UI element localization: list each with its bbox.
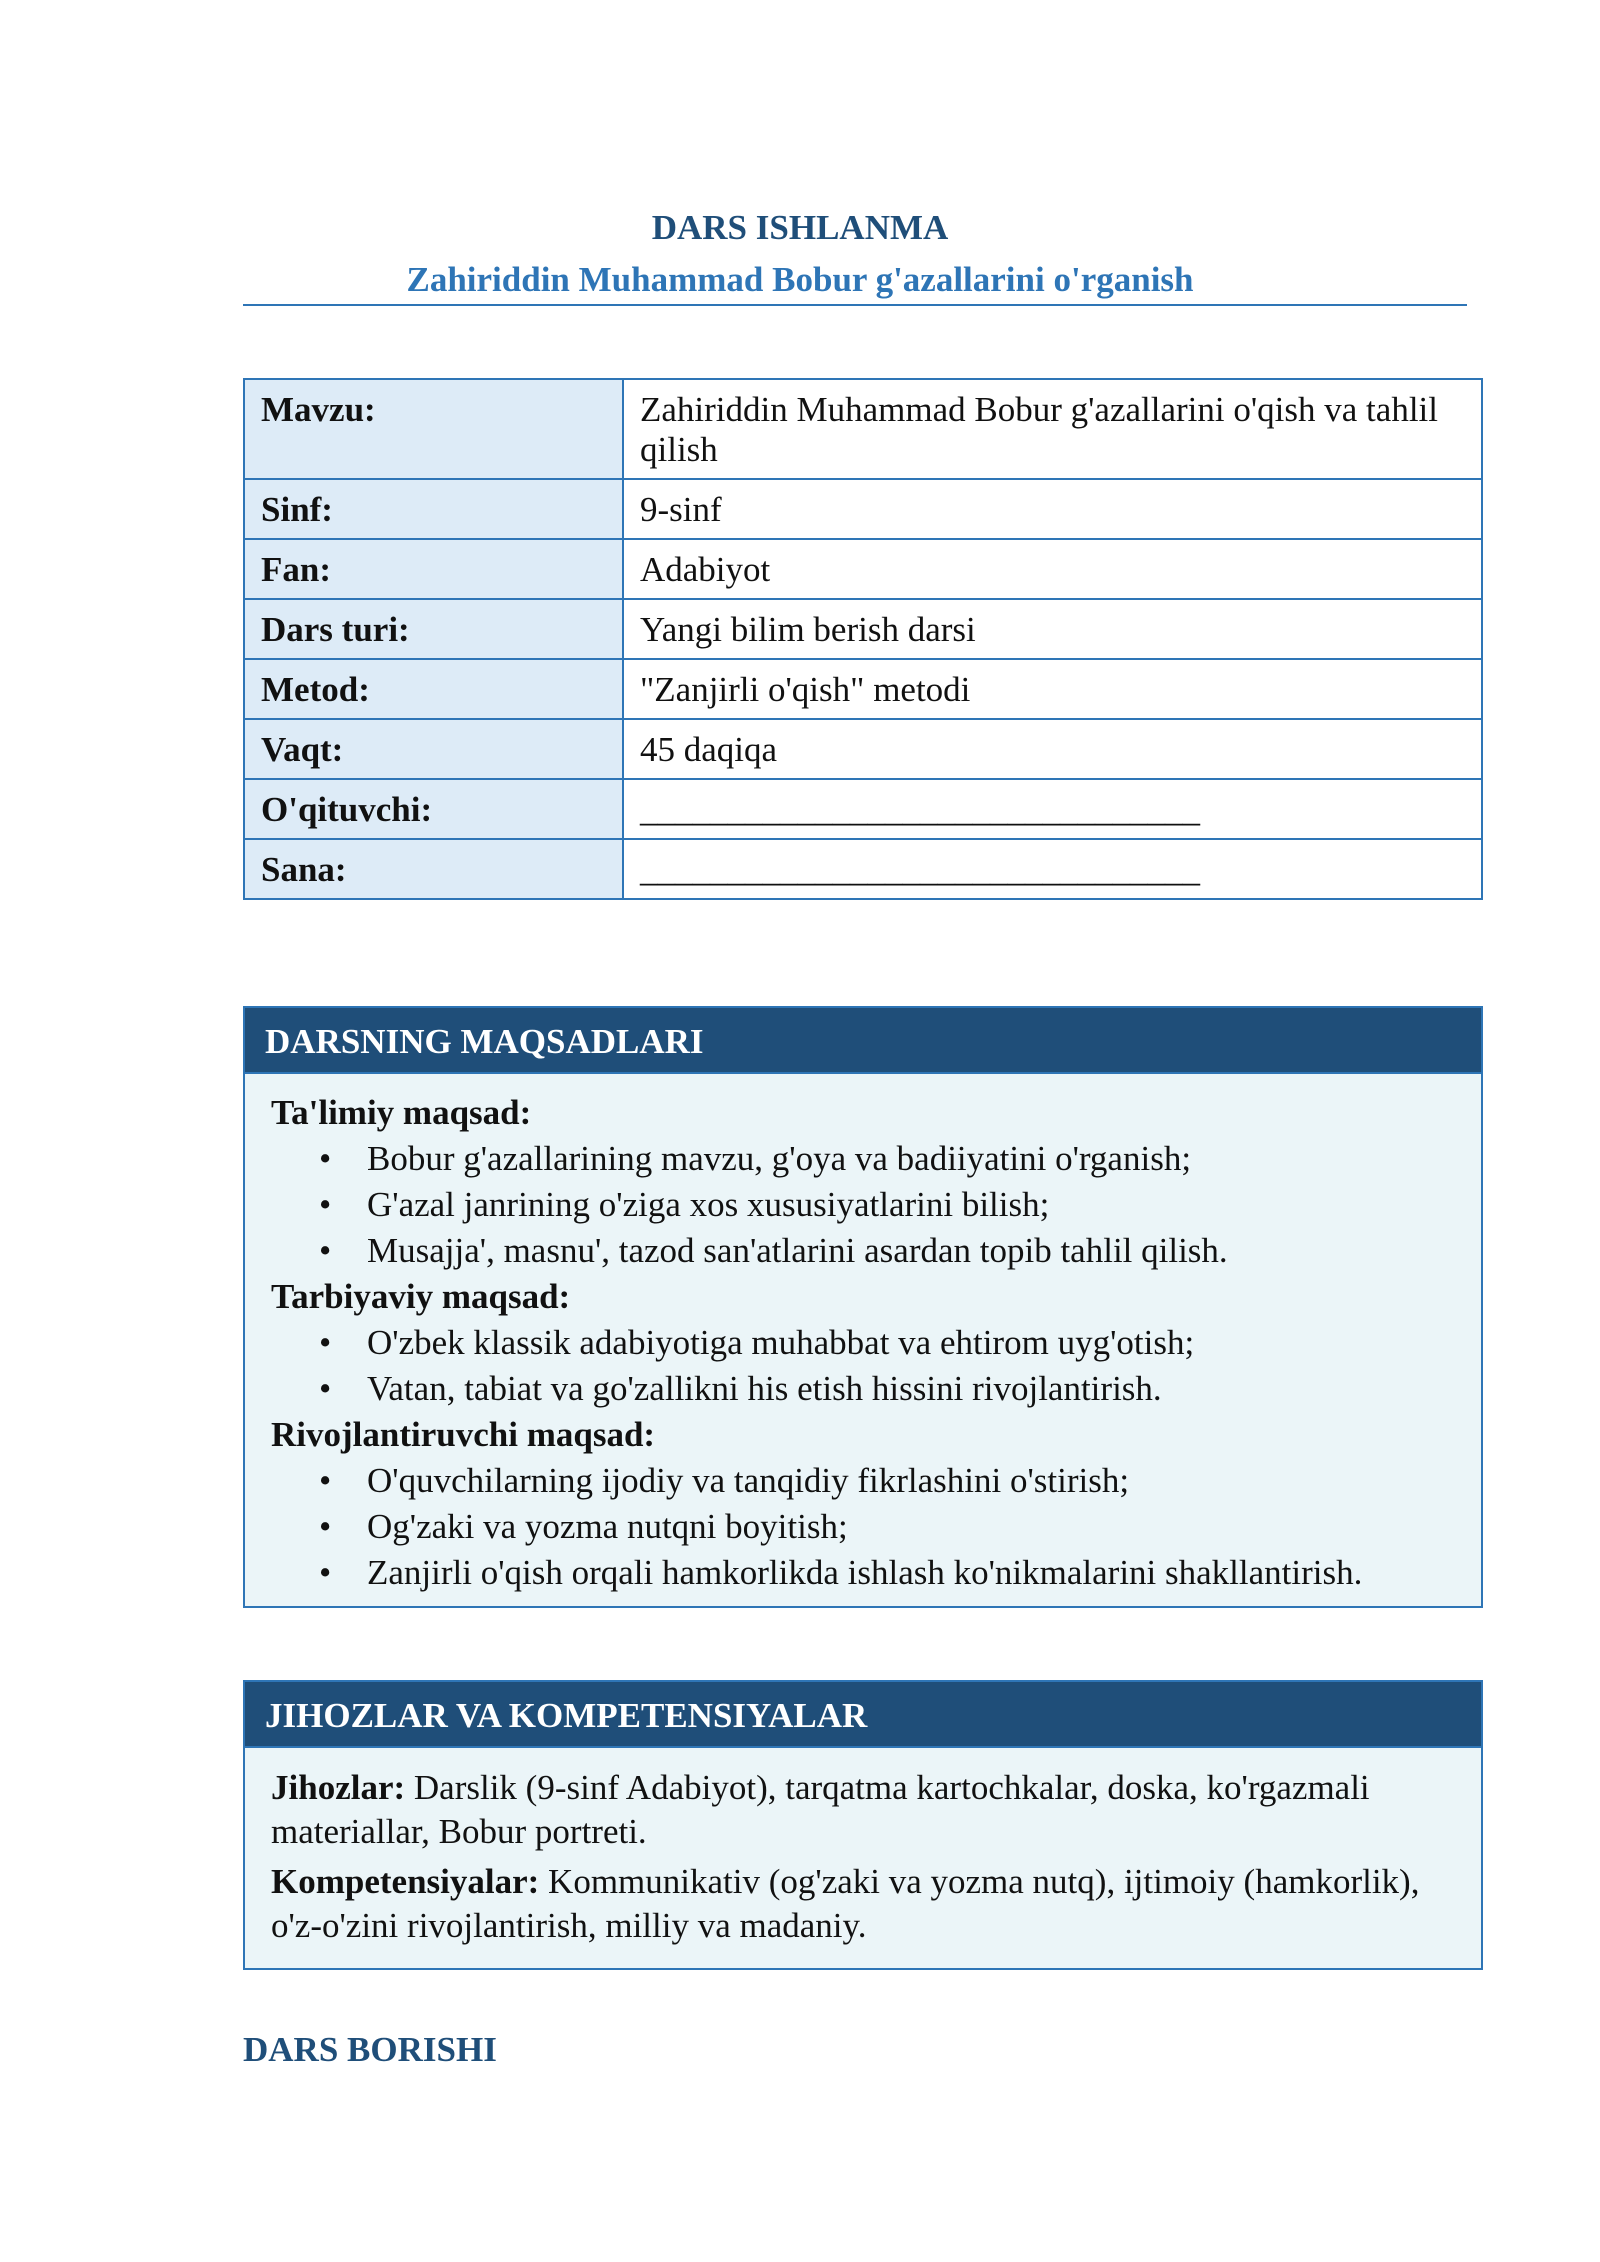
lesson-flow-heading: DARS BORISHI xyxy=(243,2030,497,2069)
document-title: DARS ISHLANMA xyxy=(651,208,949,247)
equipment-paragraph xyxy=(271,1766,1455,1854)
info-row xyxy=(244,719,1482,779)
info-row xyxy=(244,659,1482,719)
goal-list-item: • Vatan, tabiat va go'zallikni his etish hissini rivojlantirish. xyxy=(367,1366,1455,1412)
info-row xyxy=(244,779,1482,839)
info-label: Fan: xyxy=(244,539,623,599)
competencies-text: Kommunikativ (og'zaki va yozma nutq), ijtimoiy (hamkorlik), o'z-o'zini rivojlantirish, milliy va madaniy. xyxy=(271,1862,1420,1945)
info-value: 45 daqiqa xyxy=(623,719,1482,779)
competencies-paragraph xyxy=(271,1860,1455,1948)
info-value: ________________________________ xyxy=(623,839,1482,899)
goal-list xyxy=(271,1320,1455,1412)
goal-heading: Ta'limiy maqsad: xyxy=(271,1093,532,1132)
info-label: Vaqt: xyxy=(244,719,623,779)
info-label: Mavzu: xyxy=(244,379,623,479)
competencies-label: Kompetensiyalar: xyxy=(271,1862,540,1901)
goals-section-body xyxy=(245,1074,1481,1606)
equipment-section-header: JIHOZLAR VA KOMPETENSIYALAR xyxy=(245,1682,1481,1748)
info-row xyxy=(244,599,1482,659)
info-label: Sana: xyxy=(244,839,623,899)
info-label: Metod: xyxy=(244,659,623,719)
info-value: ________________________________ xyxy=(623,779,1482,839)
equipment-text: Darslik (9-sinf Adabiyot), tarqatma kartochkalar, doska, ko'rgazmali materiallar, Bobur portreti. xyxy=(271,1768,1370,1851)
goal-list-item: • O'zbek klassik adabiyotiga muhabbat va ehtirom uyg'otish; xyxy=(367,1320,1455,1366)
goal-list-item: • G'azal janrining o'ziga xos xususiyatlarini bilish; xyxy=(367,1182,1455,1228)
info-value: Zahiriddin Muhammad Bobur g'azallarini o'qish va tahlil qilish xyxy=(623,379,1482,479)
info-row xyxy=(244,839,1482,899)
goal-list xyxy=(271,1458,1455,1596)
equipment-section-body xyxy=(245,1748,1481,1968)
info-row xyxy=(244,539,1482,599)
document-subtitle: Zahiriddin Muhammad Bobur g'azallarini o'rganish xyxy=(406,260,1194,299)
equipment-section xyxy=(243,1680,1483,1970)
goals-section xyxy=(243,1006,1483,1608)
info-label: O'qituvchi: xyxy=(244,779,623,839)
info-label: Sinf: xyxy=(244,479,623,539)
goals-section-header: DARSNING MAQSADLARI xyxy=(245,1008,1481,1074)
goal-list-item: • O'quvchilarning ijodiy va tanqidiy fikrlashini o'stirish; xyxy=(367,1458,1455,1504)
goal-list xyxy=(271,1136,1455,1274)
info-value: "Zanjirli o'qish" metodi xyxy=(623,659,1482,719)
info-value: Adabiyot xyxy=(623,539,1482,599)
info-row xyxy=(244,379,1482,479)
goal-list-item: • Bobur g'azallarining mavzu, g'oya va badiiyatini o'rganish; xyxy=(367,1136,1455,1182)
goal-list-item: • Og'zaki va yozma nutqni boyitish; xyxy=(367,1504,1455,1550)
info-value: Yangi bilim berish darsi xyxy=(623,599,1482,659)
goal-heading: Rivojlantiruvchi maqsad: xyxy=(271,1415,656,1454)
goal-list-item: • Zanjirli o'qish orqali hamkorlikda ishlash ko'nikmalarini shakllantirish. xyxy=(367,1550,1455,1596)
info-value: 9-sinf xyxy=(623,479,1482,539)
title-divider xyxy=(243,304,1467,306)
info-label: Dars turi: xyxy=(244,599,623,659)
info-row xyxy=(244,479,1482,539)
goal-list-item: • Musajja', masnu', tazod san'atlarini asardan topib tahlil qilish. xyxy=(367,1228,1455,1274)
goal-heading: Tarbiyaviy maqsad: xyxy=(271,1277,571,1316)
equipment-label: Jihozlar: xyxy=(271,1768,406,1807)
lesson-info-table xyxy=(243,378,1483,900)
